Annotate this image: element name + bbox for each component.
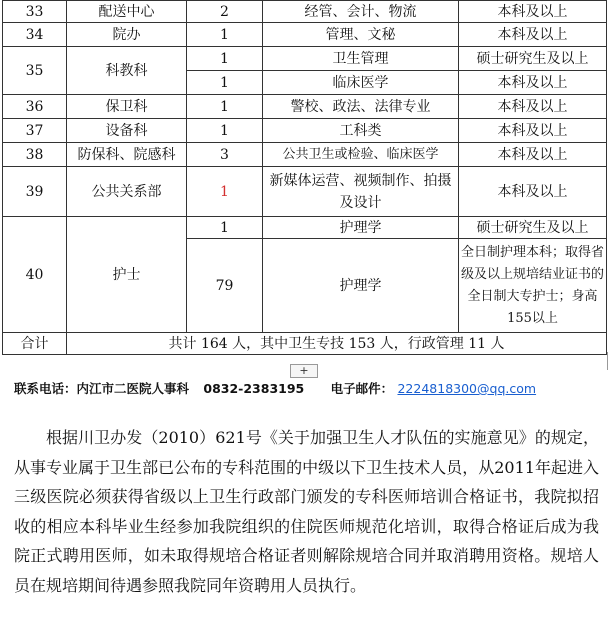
- table-row: [3, 23, 607, 47]
- row-dept: 科教科: [67, 47, 187, 95]
- row-no: 36: [3, 95, 67, 119]
- row-edu: 本科及以上: [459, 95, 607, 119]
- row-count: 1: [187, 167, 263, 217]
- row-dept: 防保科、院感科: [67, 143, 187, 167]
- table-row: [3, 167, 607, 217]
- table-row: [3, 95, 607, 119]
- row-count: 1: [187, 119, 263, 143]
- row-major: 公共卫生或检验、临床医学: [263, 143, 459, 167]
- row-count: 1: [187, 95, 263, 119]
- row-major: 卫生管理: [263, 47, 459, 71]
- row-no: 37: [3, 119, 67, 143]
- row-dept: 护士: [67, 217, 187, 333]
- row-no: 33: [3, 1, 67, 23]
- table-row: [3, 1, 607, 23]
- contact-line: [14, 379, 546, 397]
- row-count: 1: [187, 217, 263, 239]
- row-dept: 保卫科: [67, 95, 187, 119]
- row-edu: 全日制护理本科；取得省级及以上规培结业证书的全日制大专护士；身高155以上: [459, 239, 607, 333]
- row-edu: 本科及以上: [459, 1, 607, 23]
- row-no: 40: [3, 217, 67, 333]
- email-link[interactable]: 2224818300@qq.com: [397, 381, 537, 396]
- row-edu: 硕士研究生及以上: [459, 47, 607, 71]
- row-major: 新媒体运营、视频制作、拍摄及设计: [263, 167, 459, 217]
- row-major: 警校、政法、法律专业: [263, 95, 459, 119]
- phone-label: 联系电话：内江市二医院人事科: [14, 381, 190, 396]
- row-edu: 本科及以上: [459, 71, 607, 95]
- row-major: 护理学: [263, 217, 459, 239]
- row-major: 经管、会计、物流: [263, 1, 459, 23]
- phone-number: 0832-2383195: [203, 381, 305, 396]
- recruitment-table: [2, 0, 607, 355]
- row-no: 35: [3, 47, 67, 95]
- row-dept: 院办: [67, 23, 187, 47]
- email-label: 电子邮件：: [330, 381, 394, 396]
- row-major: 管理、文秘: [263, 23, 459, 47]
- row-count: 1: [187, 23, 263, 47]
- row-edu: 本科及以上: [459, 167, 607, 217]
- table-row: [3, 217, 607, 239]
- row-major: 临床医学: [263, 71, 459, 95]
- table-resize-handle[interactable]: +: [290, 364, 318, 378]
- table-row: [3, 143, 607, 167]
- row-count: 2: [187, 1, 263, 23]
- row-major: 护理学: [263, 239, 459, 333]
- row-count: 3: [187, 143, 263, 167]
- table-row: [3, 119, 607, 143]
- row-dept: 公共关系部: [67, 167, 187, 217]
- row-major: 工科类: [263, 119, 459, 143]
- table-row: [3, 47, 607, 71]
- divider: [607, 352, 608, 370]
- row-no: 39: [3, 167, 67, 217]
- row-dept: 设备科: [67, 119, 187, 143]
- row-edu: 硕士研究生及以上: [459, 217, 607, 239]
- paragraph-text: 根据川卫办发（2010）621号《关于加强卫生人才队伍的实施意见》的规定，从事专业属于卫生部已公布的专科范围的中级以下卫生技术人员，从2011年起进入三级医院必须获得省级以上卫生行政部门颁发的专科医师培训合格证书，我院拟招收的相应本科毕业生经参加我院组织的住院医师规范化培训，取得合格证后成为我院正式聘用医师，如未取得规培合格证者则解除规培合同并取消聘用资格。规培人员在规培期间待遇参照我院同年资聘用人员执行。: [14, 428, 599, 595]
- total-label: 合计: [3, 333, 67, 355]
- row-dept: 配送中心: [67, 1, 187, 23]
- table-total-row: [3, 333, 607, 355]
- row-edu: 本科及以上: [459, 119, 607, 143]
- policy-paragraph: [14, 423, 599, 600]
- row-count: 1: [187, 47, 263, 71]
- total-text: 共计 164 人，其中卫生专技 153 人，行政管理 11 人: [67, 333, 607, 355]
- row-count: 1: [187, 71, 263, 95]
- row-edu: 本科及以上: [459, 23, 607, 47]
- row-count: 79: [187, 239, 263, 333]
- row-edu: 本科及以上: [459, 143, 607, 167]
- row-no: 34: [3, 23, 67, 47]
- row-no: 38: [3, 143, 67, 167]
